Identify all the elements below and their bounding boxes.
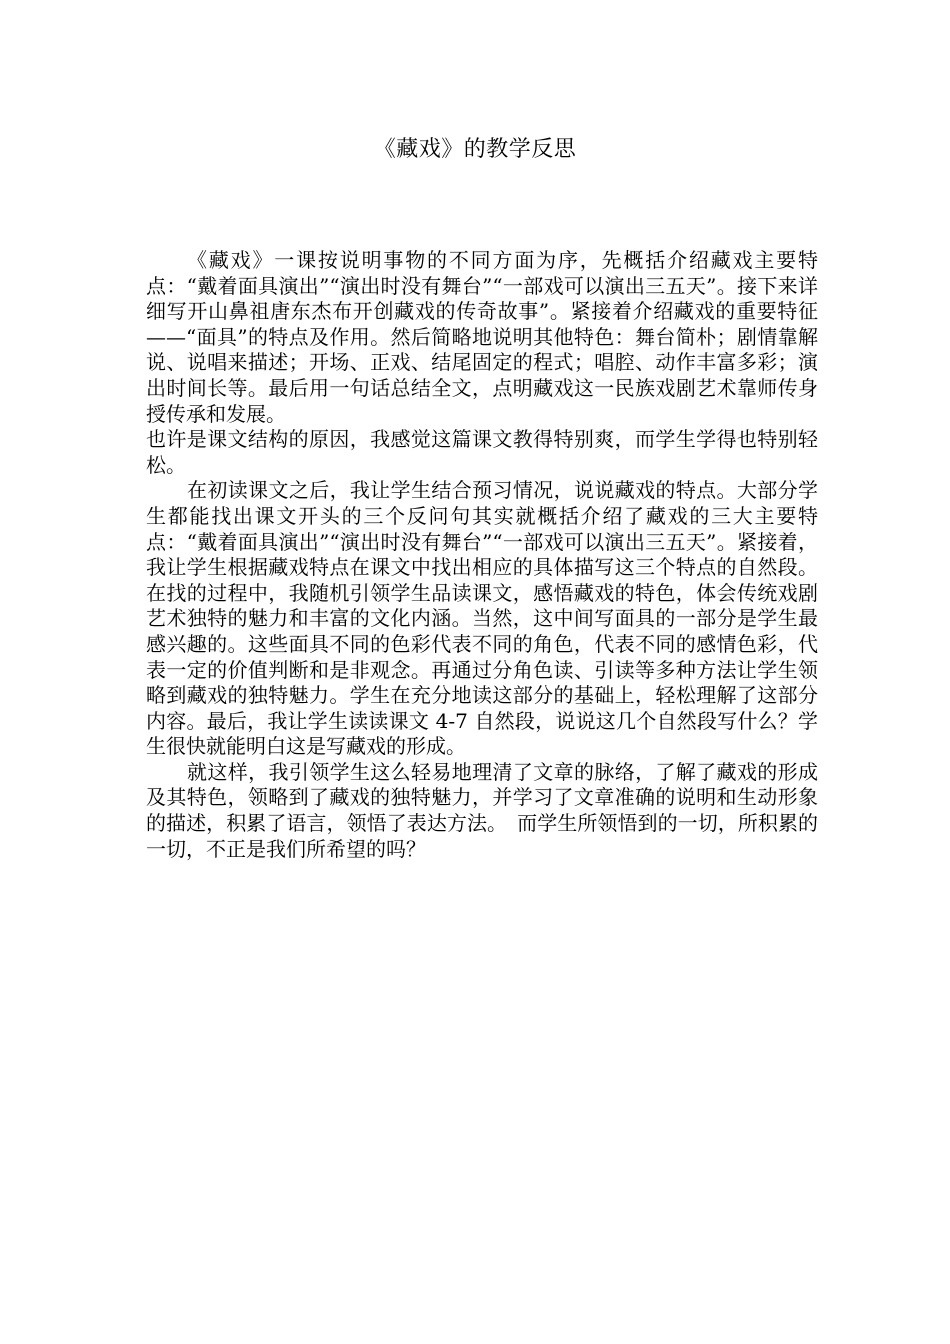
paragraph-1: 《藏戏》一课按说明事物的不同方面为序，先概括介绍藏戏主要特点：“戴着面具演出”“演出时没有舞台”“一部戏可以演出三五天”。接下来详细写开山鼻祖唐东杰布开创藏戏的传奇故事”。紧接着介绍藏戏的重要特征——“面具”的特点及作用。然后简略地说明其他特色：舞台简朴；剧情靠解说、说唱来描述；开场、正戏、结尾固定的程式；唱腔、动作丰富多彩；演出时间长等。最后用一句话总结全文，点明藏戏这一民族戏剧艺术靠师传身授传承和发展。: [146, 248, 818, 426]
document-title: 《藏戏》的教学反思: [373, 137, 577, 162]
document-body: [146, 248, 818, 862]
paragraph-4: 就这样，我引领学生这么轻易地理清了文章的脉络，了解了藏戏的形成及其特色，领略到了藏戏的独特魅力，并学习了文章准确的说明和生动形象的描述，积累了语言，领悟了表达方法。 而学生所领悟到的一切，所积累的一切，不正是我们所希望的吗？: [146, 759, 818, 861]
paragraph-2: 也许是课文结构的原因，我感觉这篇课文教得特别爽，而学生学得也特别轻松。: [146, 427, 818, 477]
paragraph-3: 在初读课文之后，我让学生结合预习情况，说说藏戏的特点。大部分学生都能找出课文开头的三个反问句其实就概括介绍了藏戏的三大主要特点：“戴着面具演出”“演出时没有舞台”“一部戏可以演出三五天”。紧接着，我让学生根据藏戏特点在课文中找出相应的具体描写这三个特点的自然段。在找的过程中，我随机引领学生品读课文，感悟藏戏的特色，体会传统戏剧艺术独特的魅力和丰富的文化内涵。当然，这中间写面具的一部分是学生最感兴趣的。这些面具不同的色彩代表不同的角色，代表不同的感情色彩，代表一定的价值判断和是非观念。再通过分角色读、引读等多种方法让学生领略到藏戏的独特魅力。学生在充分地读这部分的基础上，轻松理解了这部分内容。最后，我让学生读读课文 4-7 自然段，说说这几个自然段写什么？学生很快就能明白这是写藏戏的形成。: [146, 478, 818, 759]
